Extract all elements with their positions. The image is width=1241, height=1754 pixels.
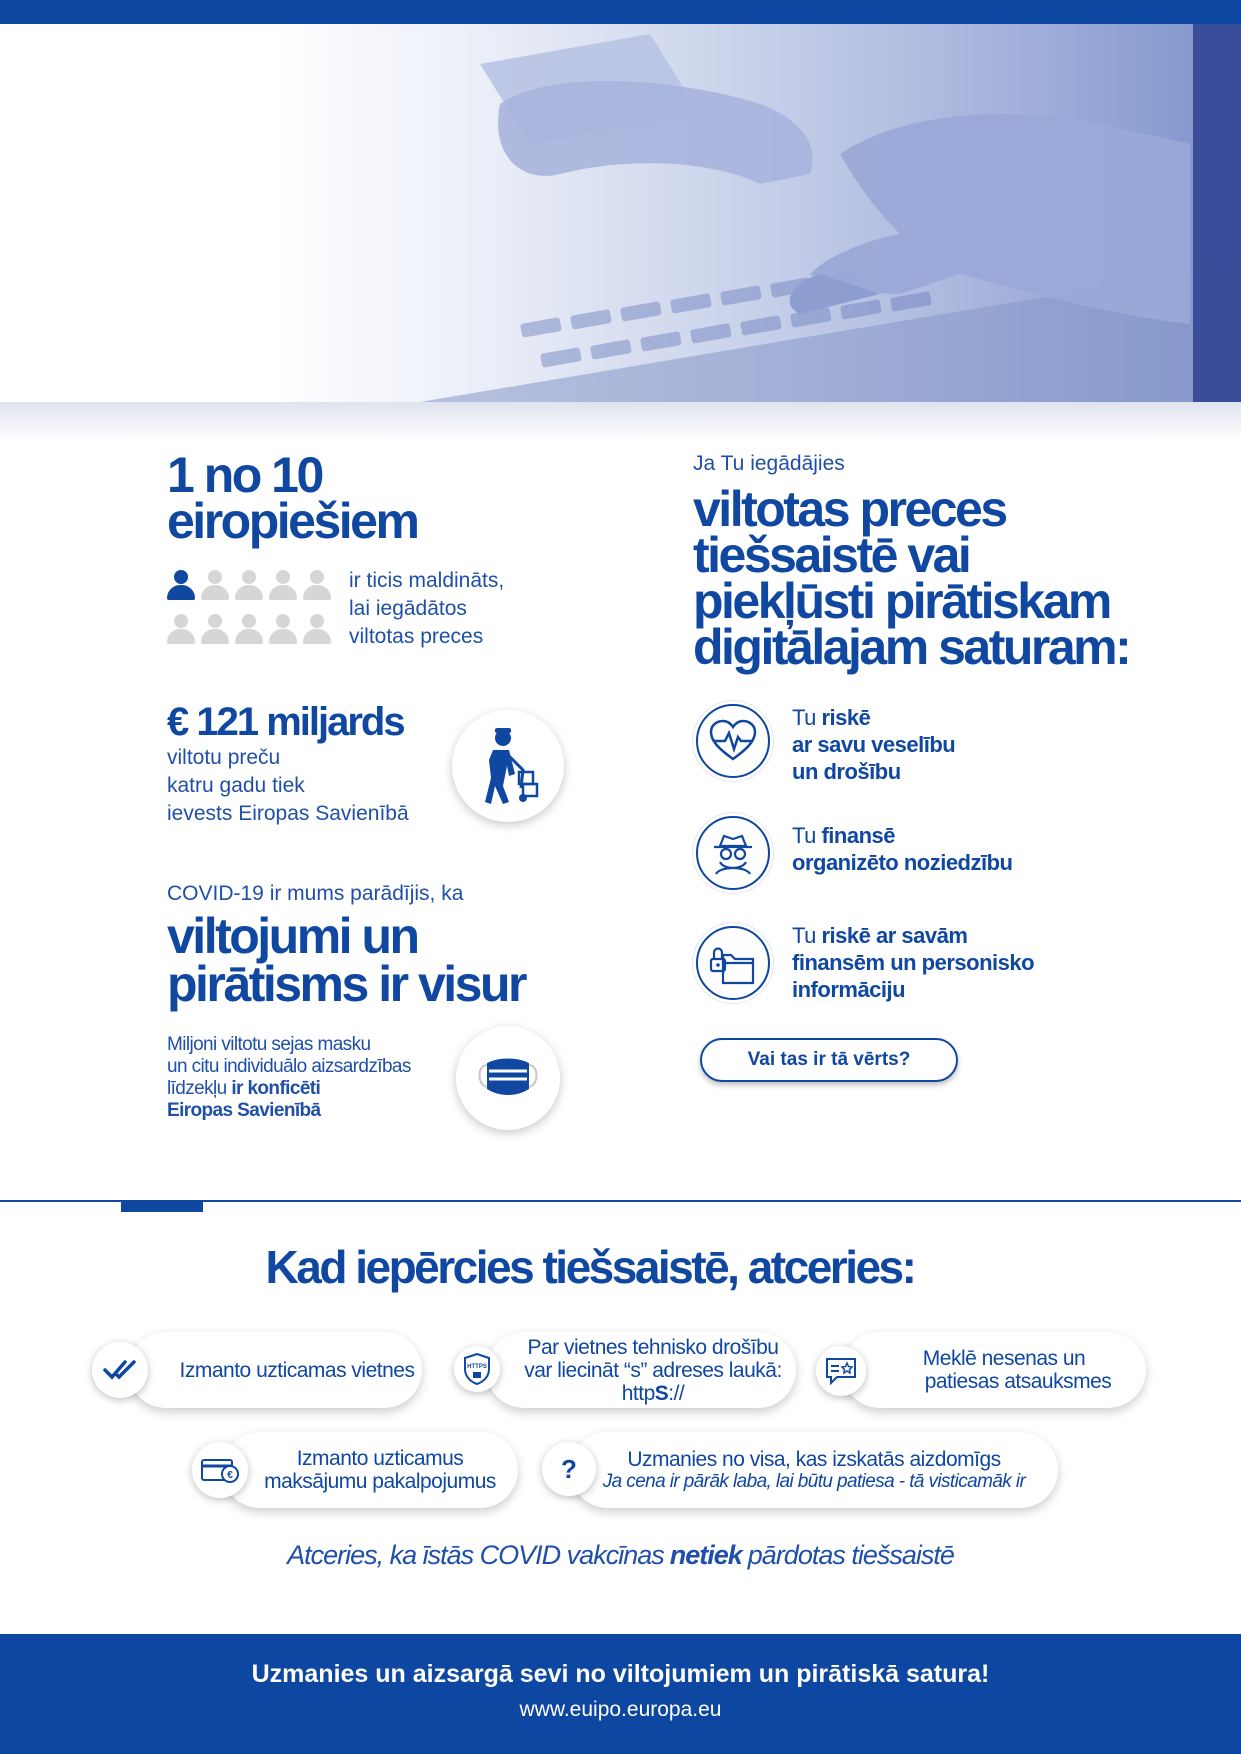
tip-reviews	[842, 1332, 1146, 1408]
person-icon	[269, 614, 297, 644]
tip-sublabel: Ja cena ir pārāk laba, lai būtu patiesa - tā visticamāk ir	[602, 1470, 1026, 1492]
courier-circle	[452, 710, 564, 822]
tip-icon	[92, 1342, 148, 1398]
footer	[0, 1634, 1241, 1754]
risk-pre: Tu	[792, 923, 816, 948]
misled-line: viltotas preces	[349, 625, 484, 648]
double-check-icon	[103, 1358, 137, 1382]
tip-https	[486, 1332, 796, 1408]
risk-line: finansēm un personisko	[792, 950, 1035, 975]
risk-bold: riskē	[821, 705, 871, 730]
footer-message: Uzmanies un aizsargā sevi no viltojumiem un pirātiskā satura!	[251, 1660, 990, 1688]
spy-icon	[710, 830, 756, 876]
stat-line-1: 1 no 10	[167, 447, 322, 503]
tip-icon	[816, 1346, 866, 1396]
hero-image	[0, 24, 1241, 402]
person-icon-highlighted	[167, 570, 195, 600]
tip-label: maksājumu pakalpojumus	[264, 1470, 496, 1493]
tip-label: Par vietnes tehnisko drošību	[527, 1335, 779, 1359]
tip-label: patiesas atsauksmes	[924, 1370, 1112, 1393]
covid-title	[167, 908, 525, 1012]
tip-icon	[454, 1346, 500, 1392]
face-mask-icon	[475, 1055, 541, 1101]
https-shield-icon	[463, 1353, 491, 1385]
review-chat-icon	[825, 1357, 857, 1385]
masks-line: Miljoni viltotu sejas masku	[167, 1034, 371, 1055]
remember-title: Kad iepērcies tiešsaistē, atceries:	[265, 1241, 915, 1293]
risk-line: ar savu veselību	[792, 732, 956, 757]
tip-label: Izmanto uzticamus	[296, 1447, 464, 1470]
misled-text	[349, 567, 504, 651]
euro-text	[167, 744, 409, 828]
person-icon	[201, 570, 229, 600]
covid-title-line: viltojumi un	[167, 908, 418, 964]
tip-label: Uzmanies no visa, kas izskatās aizdomīgs	[627, 1447, 1001, 1471]
person-icon	[303, 614, 331, 644]
https-badge: HTTPS	[467, 1364, 487, 1370]
worth-it-button[interactable]: Vai tas ir tā vērts?	[700, 1038, 958, 1082]
risk-health	[792, 704, 955, 785]
hand-laptop-illustration	[0, 24, 1241, 402]
euro-line: ievests Eiropas Savienībā	[167, 802, 409, 825]
tip-label: http	[621, 1381, 655, 1405]
heart-pulse-icon	[709, 719, 757, 763]
delivery-person-icon	[473, 726, 543, 806]
person-icon	[235, 614, 263, 644]
person-icon	[201, 614, 229, 644]
card-euro-icon	[200, 1456, 240, 1484]
risk-bold: riskē ar savām	[821, 923, 968, 948]
tip-label-bold: S	[654, 1381, 669, 1405]
locked-folder-icon	[709, 941, 757, 985]
tip-icon	[192, 1442, 248, 1498]
tip-trusted-sites	[128, 1332, 422, 1408]
misled-line: lai iegādātos	[349, 597, 467, 620]
risk-bold: finansē	[821, 823, 896, 848]
risk-line: informāciju	[792, 977, 906, 1002]
risk-pre: Tu	[792, 823, 816, 848]
masks-line: un citu individuālo aizsardzības	[167, 1056, 411, 1077]
vaccine-pre: Atceries, ka īstās COVID vakcīnas	[287, 1540, 664, 1570]
euro-line: viltotu preču	[167, 746, 281, 769]
risk-icon-ring	[696, 704, 770, 778]
stat-title	[167, 447, 418, 549]
risk-line: un drošību	[792, 759, 901, 784]
risk-crime	[792, 822, 1013, 876]
right-title-line: digitālajam saturam:	[693, 619, 1130, 675]
person-icon	[303, 570, 331, 600]
right-title	[693, 481, 1130, 675]
mask-circle	[456, 1026, 560, 1130]
tip-label: Meklē nesenas un	[922, 1347, 1086, 1370]
vaccine-note	[0, 1540, 1241, 1571]
risk-finance	[792, 922, 1034, 1003]
euro-title: € 121 miljards	[167, 700, 404, 744]
right-title-line: tiešsaistē vai	[693, 527, 970, 583]
tip-label: ://	[668, 1381, 685, 1405]
stat-line-2: eiropiešiem	[167, 493, 418, 549]
person-icon	[269, 570, 297, 600]
question-icon: ?	[542, 1442, 596, 1496]
masks-line: līdzekļu	[167, 1078, 227, 1099]
top-bar	[0, 0, 1241, 24]
vaccine-bold: netiek	[669, 1540, 742, 1570]
vaccine-post: pārdotas tiešsaistē	[747, 1540, 954, 1570]
risk-icon-ring	[696, 926, 770, 1000]
risk-line: organizēto noziedzību	[792, 850, 1013, 875]
right-title-line: viltotas preces	[693, 481, 1006, 537]
footer-url[interactable]: www.euipo.europa.eu	[519, 1698, 722, 1721]
hero-shadow	[0, 402, 1241, 442]
masks-text	[167, 1034, 411, 1122]
person-icon	[167, 614, 195, 644]
euro-line: katru gadu tiek	[167, 774, 305, 797]
risk-pre: Tu	[792, 705, 816, 730]
masks-line-bold: ir konficēti	[231, 1078, 321, 1099]
right-title-line: piekļūsti pirātiskam	[693, 573, 1110, 629]
masks-line-bold: Eiropas Savienībā	[167, 1100, 321, 1121]
if-line: Ja Tu iegādājies	[693, 452, 845, 475]
covid-line: COVID-19 ir mums parādījis, ka	[167, 882, 464, 905]
tip-payments	[222, 1432, 518, 1508]
tip-suspicious	[570, 1432, 1058, 1508]
covid-title-line: pirātisms ir visur	[167, 956, 525, 1012]
tip-label: var liecināt “s” adreses laukā:	[524, 1358, 782, 1382]
tip-label: Izmanto uzticamas vietnes	[179, 1358, 415, 1382]
hero-edge	[1193, 24, 1241, 402]
risk-icon-ring	[696, 816, 770, 890]
person-icon	[235, 570, 263, 600]
divider-accent	[121, 1202, 203, 1212]
misled-line: ir ticis maldināts,	[349, 569, 505, 592]
svg-text:€: €	[227, 1470, 233, 1481]
